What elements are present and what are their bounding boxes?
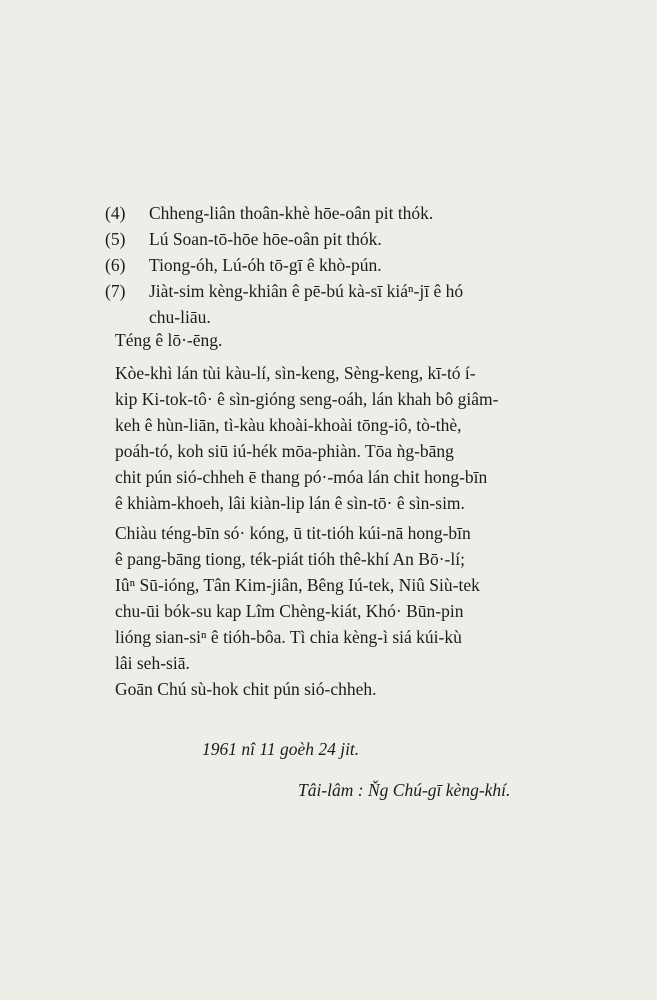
paragraph-line: poáh-tó, koh siū iú-hék mōa-phiàn. Tōa ǹg-bāng: [115, 441, 454, 461]
list-item: [105, 278, 625, 304]
paragraph-line: keh ê hùn-liān, tì-kàu khoài-khoài tōng-iô, tò-thè,: [115, 415, 462, 435]
list-item-text: Jiàt-sim kèng-khiân ê pē-bú kà-sī kiáⁿ-jī ê hó: [149, 281, 464, 301]
paragraph-line: ê khiàm-khoeh, lâi kiàn-lip lán ê sìn-tō· ê sìn-sim.: [115, 493, 465, 513]
paragraph-line: Kòe-khì lán tùi kàu-lí, sìn-keng, Sèng-keng, kī-tó í-: [115, 363, 476, 383]
paragraph-line: Iûⁿ Sū-ióng, Tân Kim-jiân, Bêng Iú-tek, Niû Siù-tek: [115, 575, 480, 595]
paragraph-1: [115, 360, 605, 516]
paragraph-line: chit pún sió-chheh ē thang pó·-móa lán chit hong-bīn: [115, 467, 488, 487]
paragraph-line: ê pang-bāng tiong, ték-piát tióh thê-khí An Bō·-lí;: [115, 549, 465, 569]
signature-line: Tâi-lâm : Ňg Chú-gī kèng-khí.: [298, 780, 511, 800]
list-item: [105, 200, 625, 226]
paragraph-3: [115, 676, 605, 702]
paragraph-line: kip Ki-tok-tô· ê sìn-gióng seng-oáh, lán khah bô giâm-: [115, 389, 499, 409]
list-item-text: Lú Soan-tō-hōe hōe-oân pit thók.: [149, 229, 382, 249]
date-line: 1961 nî 11 goèh 24 jit.: [202, 739, 360, 759]
paragraph-line: lióng sian-siⁿ ê tióh-bôa. Tì chia kèng-ì siá kúi-kù: [115, 627, 462, 647]
purpose-list: [105, 200, 625, 330]
list-item-continuation: chu-liāu.: [149, 307, 211, 327]
usage-line: Téng ê lō·-ēng.: [115, 330, 223, 350]
list-item-number: (7): [105, 281, 126, 301]
list-item-number: (5): [105, 229, 126, 249]
paragraph-line: Goān Chú sù-hok chit pún sió-chheh.: [115, 679, 377, 699]
list-item: [105, 226, 625, 252]
list-item-number: (6): [105, 255, 126, 275]
list-item-text: Chheng-liân thoân-khè hōe-oân pit thók.: [149, 203, 434, 223]
paragraph-line: lâi seh-siā.: [115, 653, 190, 673]
paragraph-line: chu-ūi bók-su kap Lîm Chèng-kiát, Khó· Būn-pin: [115, 601, 464, 621]
list-item: [105, 252, 625, 278]
list-item-number: (4): [105, 203, 126, 223]
paragraph-2: [115, 520, 605, 676]
list-item-text: Tiong-óh, Lú-óh tō-gī ê khò-pún.: [149, 255, 382, 275]
paragraph-line: Chiàu téng-bīn só· kóng, ū tit-tióh kúi-nā hong-bīn: [115, 523, 471, 543]
